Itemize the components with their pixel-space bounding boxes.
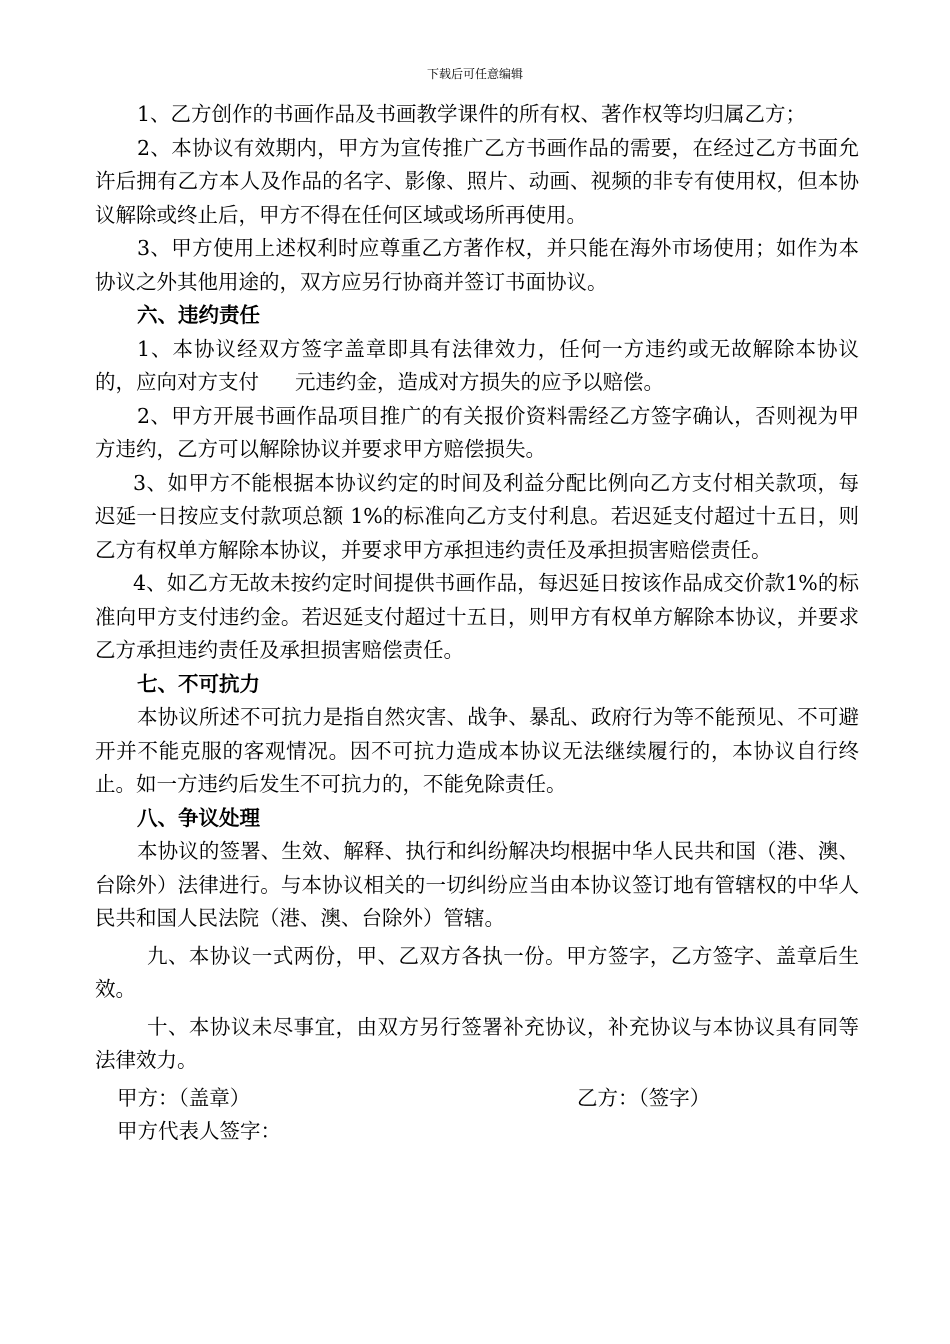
section-heading-dispute: 八、争议处理 (137, 805, 260, 830)
breach-item-4: 4、如乙方无故未按约定时间提供书画作品，每迟延日按该作品成交价款1%的标准向甲方支付违约金。若迟延支付超过十五日，则甲方有权单方解除本协议，并要求乙方承担违约责任及承担损害赔偿责任。 (95, 571, 859, 662)
breach-item-1-text-b: 元违约金，造成对方损失的应予以赔偿。 (295, 370, 664, 394)
party-b-signature: 乙方：（签字） (577, 1085, 711, 1110)
supplementary-clause: 十、本协议未尽事宜，由双方另行签署补充协议，补充协议与本协议具有同等法律效力。 (95, 1014, 859, 1072)
party-a-seal: 甲方：（盖章） (117, 1085, 251, 1110)
copies-clause: 九、本协议一式两份，甲、乙双方各执一份。甲方签字，乙方签字、盖章后生效。 (95, 943, 859, 1001)
breach-item-1-text-a: 1、本协议经双方签字盖章即具有法律效力，任何一方违约或无故解除本协议的，应向对方支付 (95, 336, 859, 394)
breach-item-2: 2、甲方开展书画作品项目推广的有关报价资料需经乙方签字确认，否则视为甲方违约，乙方可以解除协议并要求甲方赔偿损失。 (95, 403, 859, 461)
force-majeure-body: 本协议所述不可抗力是指自然灾害、战争、暴乱、政府行为等不能预见、不可避开并不能克服的客观情况。因不可抗力造成本协议无法继续履行的，本协议自行终止。如一方违约后发生不可抗力的，不能免除责任。 (95, 705, 859, 796)
section-heading-force-majeure: 七、不可抗力 (137, 671, 260, 696)
rights-item-1: 1、乙方创作的书画作品及书画教学课件的所有权、著作权等均归属乙方； (137, 102, 807, 126)
breach-item-1 (95, 333, 859, 400)
breach-item-3: 3、如甲方不能根据本协议约定的时间及利益分配比例向乙方支付相关款项，每迟延一日按应支付款项总额 1%的标准向乙方支付利息。若迟延支付超过十五日，则乙方有权单方解除本协议，并要求甲方承担违约责任及承担损害赔偿责任。 (95, 470, 859, 562)
rights-item-3: 3、甲方使用上述权利时应尊重乙方著作权，并只能在海外市场使用；如作为本协议之外其他用途的，双方应另行协商并签订书面协议。 (95, 236, 859, 294)
party-a-representative-signature: 甲方代表人签字： (117, 1119, 281, 1143)
header-note: 下载后可任意编辑 (426, 67, 523, 81)
dispute-body: 本协议的签署、生效、解释、执行和纠纷解决均根据中华人民共和国（港、澳、台除外）法律进行。与本协议相关的一切纠纷应当由本协议签订地有管辖权的中华人民共和国人民法院（港、澳、台除外）管辖。 (95, 839, 859, 930)
section-heading-breach: 六、违约责任 (137, 303, 260, 327)
agreement-body (95, 98, 859, 1149)
rights-item-2: 2、本协议有效期内，甲方为宣传推广乙方书画作品的需要，在经过乙方书面允许后拥有乙方本人及作品的名字、影像、照片、动画、视频的非专有使用权，但本协议解除或终止后，甲方不得在任何区域或场所再使用。 (95, 135, 859, 227)
signature-row (95, 1082, 859, 1116)
